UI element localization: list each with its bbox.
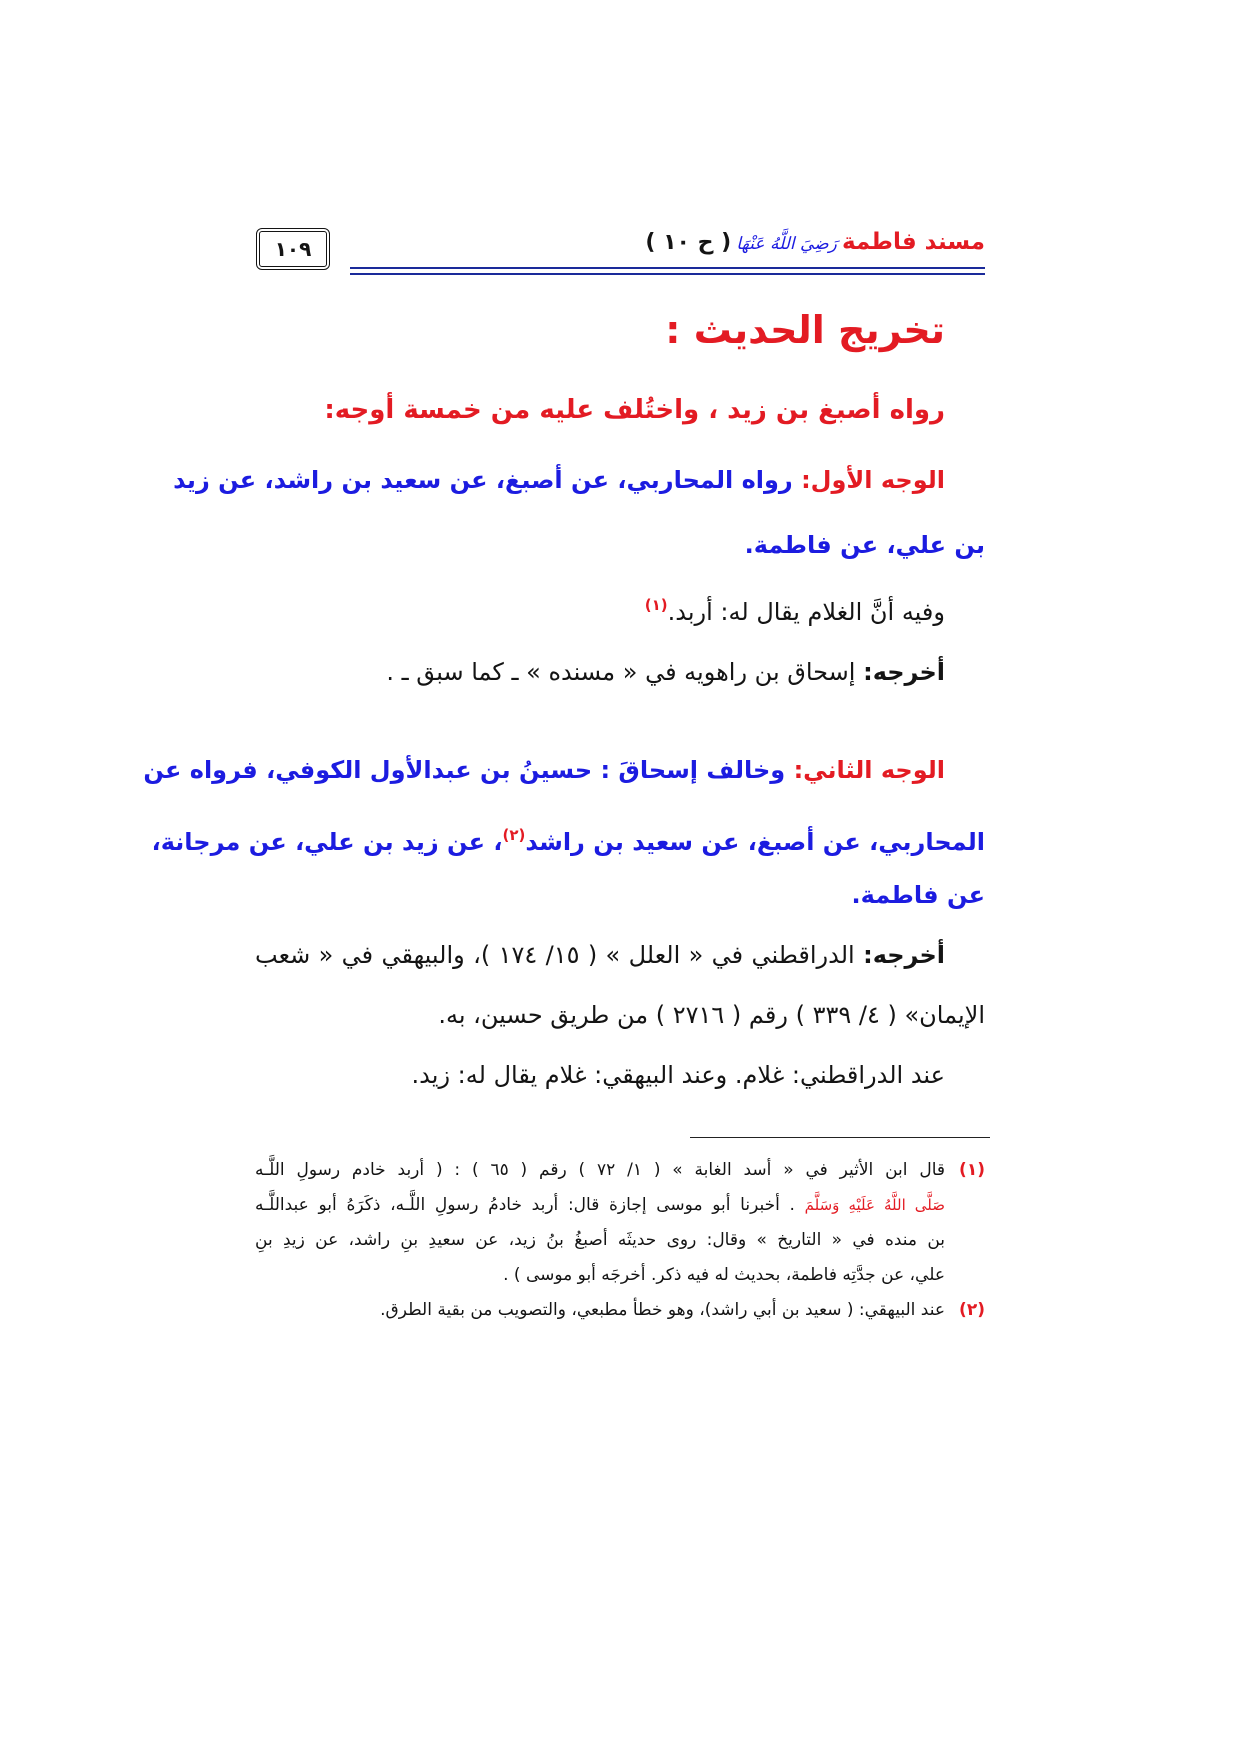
- second-aspect-chain-part-a: المحاربي، عن أصبغ، عن سعيد بن راشد: [525, 828, 985, 856]
- first-aspect-note-text: وفيه أنَّ الغلام يقال له: أربد.: [667, 598, 945, 626]
- honorific-phrase: رَضِيَ اللَّهُ عَنْهَا: [736, 234, 837, 254]
- first-aspect-line-2: بن علي، عن فاطمة.: [744, 531, 985, 559]
- prophet-honorific: صَلَّى اللَّهُ عَلَيْهِ وَسَلَّمَ: [804, 1196, 946, 1214]
- page-number: ١٠٩: [256, 228, 330, 270]
- takhrij-text: الدراقطني في « العلل » ( ١٥/ ١٧٤ )، والبيهقي في « شعب: [255, 941, 855, 969]
- second-aspect-difference: عند الدراقطني: غلام. وعند البيهقي: غلام يقال له: زيد.: [411, 1061, 945, 1089]
- section-heading: تخريج الحديث :: [665, 308, 945, 352]
- footnote-2-text: عند البيهقي: ( سعيد بن أبي راشد)، وهو خطأ مطبعي، والتصويب من بقية الطرق.: [380, 1300, 945, 1320]
- second-aspect-chain-part-b: ، عن زيد بن علي، عن مرجانة،: [151, 828, 503, 856]
- second-aspect-takhrij-line-2: الإيمان» ( ٤/ ٣٣٩ ) رقم ( ٢٧١٦ ) من طريق حسين، به.: [438, 1001, 985, 1029]
- footnote-1-line-2-text: . أخبرنا أبو موسى إجازة قال: أربد خادمُ رسولِ اللَّـه، ذكَرَهُ أبو عبداللَّـه: [255, 1195, 795, 1215]
- book-title: مسند فاطمة: [841, 229, 985, 255]
- hadith-reference: ( ح ١٠ ): [645, 230, 732, 255]
- footnote-1-line-1: قال ابن الأثير في « أسد الغابة » ( ١/ ٧٢ ) رقم ( ٦٥ ) : ( أربد خادم رسولِ اللَّـه: [255, 1160, 945, 1180]
- footnote-1-line-2: [255, 1188, 945, 1222]
- first-aspect-line-1: [173, 455, 945, 505]
- takhrij-label: أخرجه:: [863, 941, 945, 969]
- first-aspect-note: [255, 580, 945, 630]
- footnote-ref-1: (١): [644, 596, 668, 614]
- takhrij-label: أخرجه:: [863, 658, 945, 686]
- running-header: [645, 222, 985, 262]
- header-rule-top: [350, 267, 985, 269]
- second-aspect-takhrij-line-1: [255, 930, 945, 980]
- second-aspect-chain: وخالف إسحاقَ : حسينُ بن عبدالأول الكوفي، فرواه عن: [143, 756, 786, 784]
- first-aspect-takhrij: [255, 647, 945, 697]
- second-aspect-line-3: عن فاطمة.: [851, 881, 985, 909]
- footnote-ref-2: (٢): [502, 826, 526, 844]
- section-subheading: رواه أصبغ بن زيد ، واختُلف عليه من خمسة أوجه:: [324, 395, 945, 425]
- footnote-1-line-4: علي، عن جدَّتِه فاطمة، بحديث له فيه ذكر. أخرجَه أبو موسى ) .: [503, 1265, 945, 1285]
- second-aspect-line-2: [151, 810, 985, 860]
- second-aspect-label: الوجه الثاني:: [793, 756, 945, 784]
- first-aspect-chain: رواه المحاربي، عن أصبغ، عن سعيد بن راشد، عن زيد: [173, 466, 793, 494]
- footnote-2-number: (٢): [959, 1300, 985, 1320]
- header-rule-bottom: [350, 273, 985, 275]
- first-aspect-label: الوجه الأول:: [801, 466, 945, 494]
- second-aspect-line-1: [143, 745, 945, 795]
- footnote-1-number: (١): [959, 1160, 985, 1180]
- takhrij-text: إسحاق بن راهويه في « مسنده » ـ كما سبق ـ .: [386, 658, 856, 686]
- footnote-separator: [690, 1137, 990, 1138]
- footnote-1-line-3: بن منده في « التاريخ » وقال: روى حديثَه أصبغُ بنُ زيد، عن سعيدِ بنِ راشد، عن زيدِ بنِ: [255, 1230, 945, 1250]
